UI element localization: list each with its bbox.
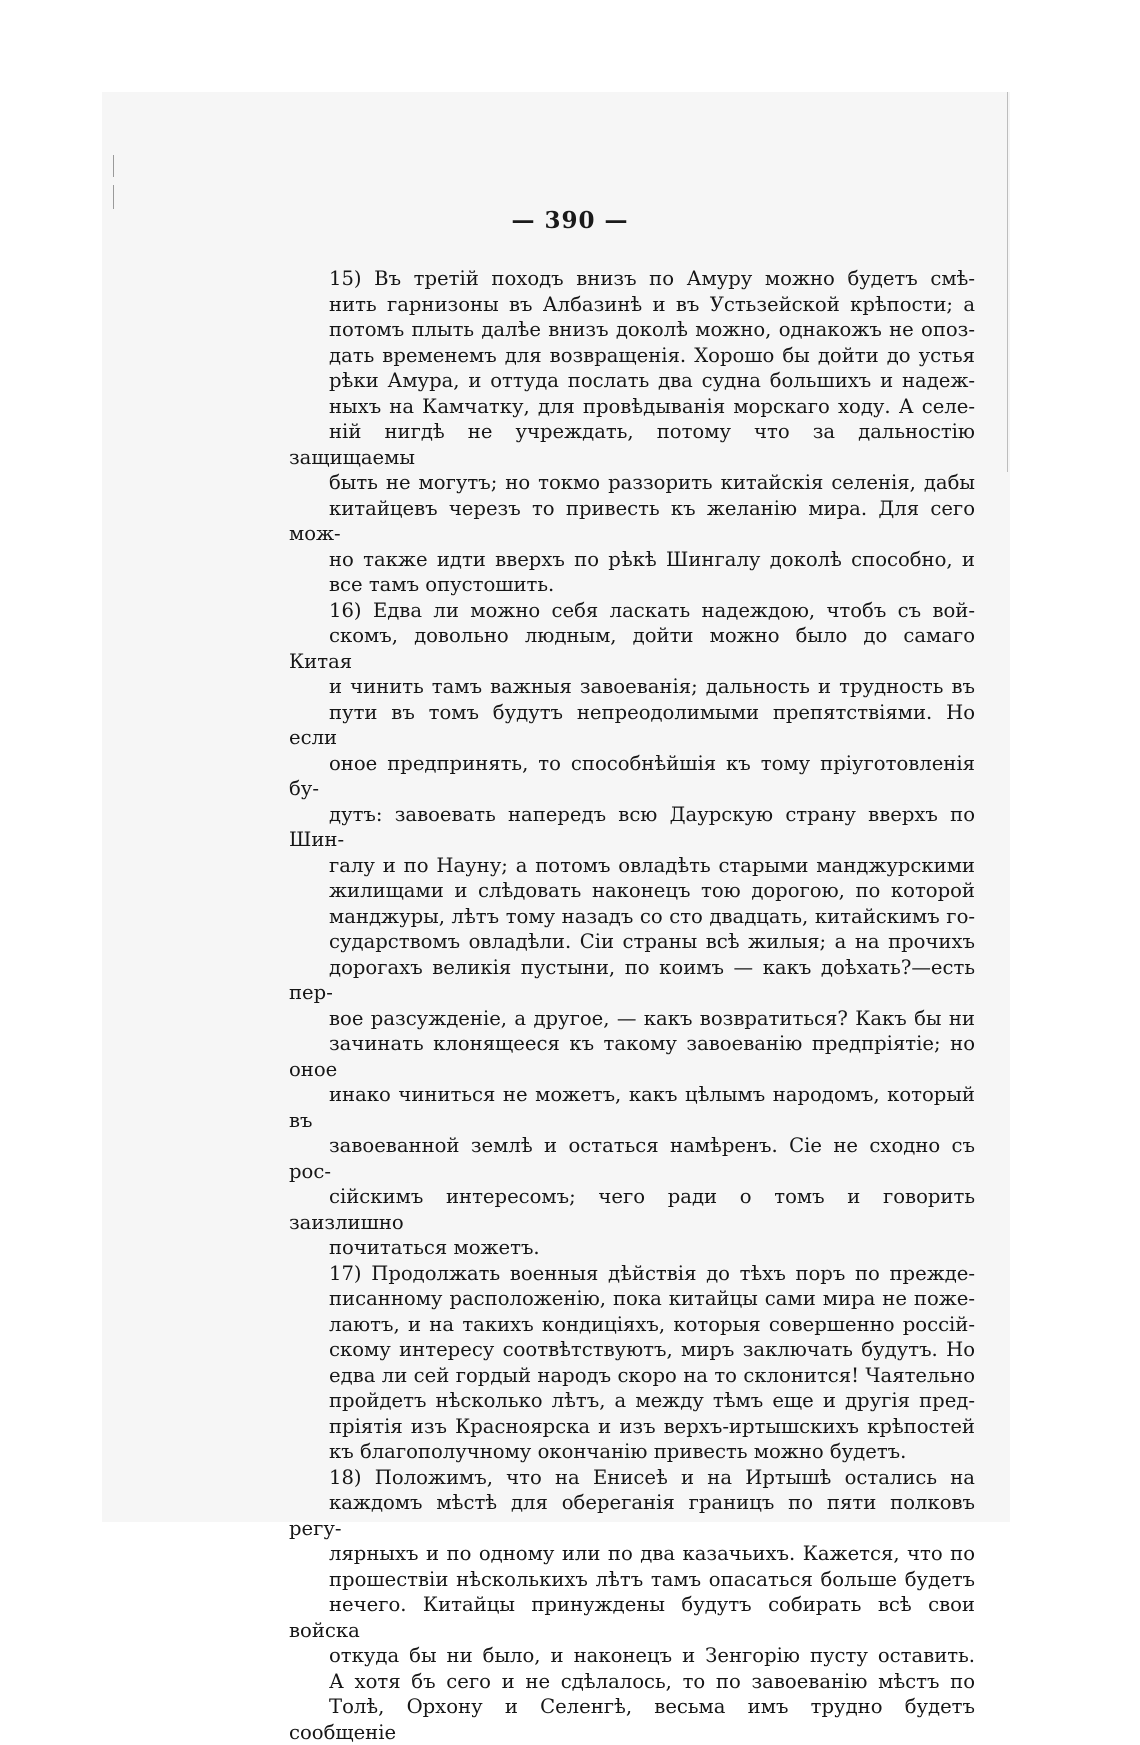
text-line: сійскимъ интересомъ; чего ради о томъ и говорить заизлишно [289, 1184, 975, 1235]
paragraph-17 [289, 1261, 975, 1465]
text-line: оное предпринять, то способнѣйшія къ тому пріуготовленія бу- [289, 751, 975, 802]
text-line: къ благополучному окончанію привесть можно будетъ. [289, 1439, 975, 1465]
scan-edge-mark [113, 155, 114, 177]
text-line: и чинить тамъ важныя завоеванія; дальность и трудность въ [289, 674, 975, 700]
text-line: скому интересу соотвѣтствуютъ, миръ заключать будутъ. Но [289, 1337, 975, 1363]
text-line: едва ли сей гордый народъ скоро на то склонится! Чаятельно [289, 1363, 975, 1389]
text-line: дутъ: завоевать напередъ всю Даурскую страну вверхъ по Шин- [289, 802, 975, 853]
text-line: 18) Положимъ, что на Енисеѣ и на Иртышѣ остались на [289, 1465, 975, 1491]
text-line: каждомъ мѣстѣ для обереганія границъ по пяти полковъ регу- [289, 1490, 975, 1541]
text-line: зачинать клонящееся къ такому завоеванію предпріятіе; но оное [289, 1031, 975, 1082]
text-line: дорогахъ великія пустыни, по коимъ — какъ доѣхать?—есть пер- [289, 955, 975, 1006]
text-line: инако чиниться не можетъ, какъ цѣлымъ народомъ, который въ [289, 1082, 975, 1133]
text-line: вое разсужденіе, а другое, — какъ возвратиться? Какъ бы ни [289, 1006, 975, 1032]
text-line: почитаться можетъ. [289, 1235, 975, 1261]
text-line: 16) Едва ли можно себя ласкать надеждою, чтобъ съ вой- [289, 598, 975, 624]
page-number: — 390 — [0, 207, 1140, 234]
text-line: завоеванной землѣ и остаться намѣренъ. Сіе не сходно съ рос- [289, 1133, 975, 1184]
text-line: но также идти вверхъ по рѣкѣ Шингалу доколѣ способно, и [289, 547, 975, 573]
text-line: рѣки Амура, и оттуда послать два судна большихъ и надеж- [289, 368, 975, 394]
text-line: 17) Продолжать военныя дѣйствія до тѣхъ поръ по прежде- [289, 1261, 975, 1287]
paragraph-16 [289, 598, 975, 1261]
text-line: Толѣ, Орхону и Селенгѣ, весьма имъ трудно будетъ сообщеніе [289, 1694, 975, 1745]
text-line: все тамъ опустошить. [289, 572, 975, 598]
text-line: нечего. Китайцы принуждены будутъ собирать всѣ свои войска [289, 1592, 975, 1643]
text-line: А хотя бъ сего и не сдѣлалось, то по завоеванію мѣстъ по [289, 1669, 975, 1695]
text-line: 15) Въ третій походъ внизъ по Амуру можно будетъ смѣ- [289, 266, 975, 292]
binding-edge-line [1007, 92, 1008, 472]
text-line: дать временемъ для возвращенія. Хорошо бы дойти до устья [289, 343, 975, 369]
paragraph-15 [289, 266, 975, 598]
text-line: сударствомъ овладѣли. Сіи страны всѣ жилыя; а на прочихъ [289, 929, 975, 955]
text-line: писанному расположенію, пока китайцы сами мира не поже- [289, 1286, 975, 1312]
text-line: ній нигдѣ не учреждать, потому что за дальностію защищаемы [289, 419, 975, 470]
text-line: пройдетъ нѣсколько лѣтъ, а между тѣмъ еще и другія пред- [289, 1388, 975, 1414]
text-body [289, 266, 975, 1745]
text-line: пути въ томъ будутъ непреодолимыми препятствіями. Но если [289, 700, 975, 751]
text-line: откуда бы ни было, и наконецъ и Зенгорію пусту оставить. [289, 1643, 975, 1669]
text-line: пріятія изъ Красноярска и изъ верхъ-иртышскихъ крѣпостей [289, 1414, 975, 1440]
text-line: потомъ плыть далѣе внизъ доколѣ можно, однакожъ не опоз- [289, 317, 975, 343]
text-line: скомъ, довольно людным, дойти можно было до самаго Китая [289, 623, 975, 674]
text-line: нить гарнизоны въ Албазинѣ и въ Устьзейской крѣпости; а [289, 292, 975, 318]
paragraph-18 [289, 1465, 975, 1745]
text-line: жилищами и слѣдовать наконецъ тою дорогою, по которой [289, 878, 975, 904]
scan-edge-mark [113, 185, 114, 209]
text-line: галу и по Науну; а потомъ овладѣть старыми манджурскими [289, 853, 975, 879]
text-line: лярныхъ и по одному или по два казачьихъ. Кажется, что по [289, 1541, 975, 1567]
text-line: манджуры, лѣтъ тому назадъ со сто двадцать, китайскимъ го- [289, 904, 975, 930]
text-line: китайцевъ черезъ то привесть къ желанію мира. Для сего мож- [289, 496, 975, 547]
text-line: лаютъ, и на такихъ кондиціяхъ, которыя совершенно россій- [289, 1312, 975, 1338]
text-line: быть не могутъ; но токмо раззорить китайскія селенія, дабы [289, 470, 975, 496]
text-line: ныхъ на Камчатку, для провѣдыванія морскаго ходу. А селе- [289, 394, 975, 420]
text-line: прошествіи нѣсколькихъ лѣтъ тамъ опасаться больше будетъ [289, 1567, 975, 1593]
